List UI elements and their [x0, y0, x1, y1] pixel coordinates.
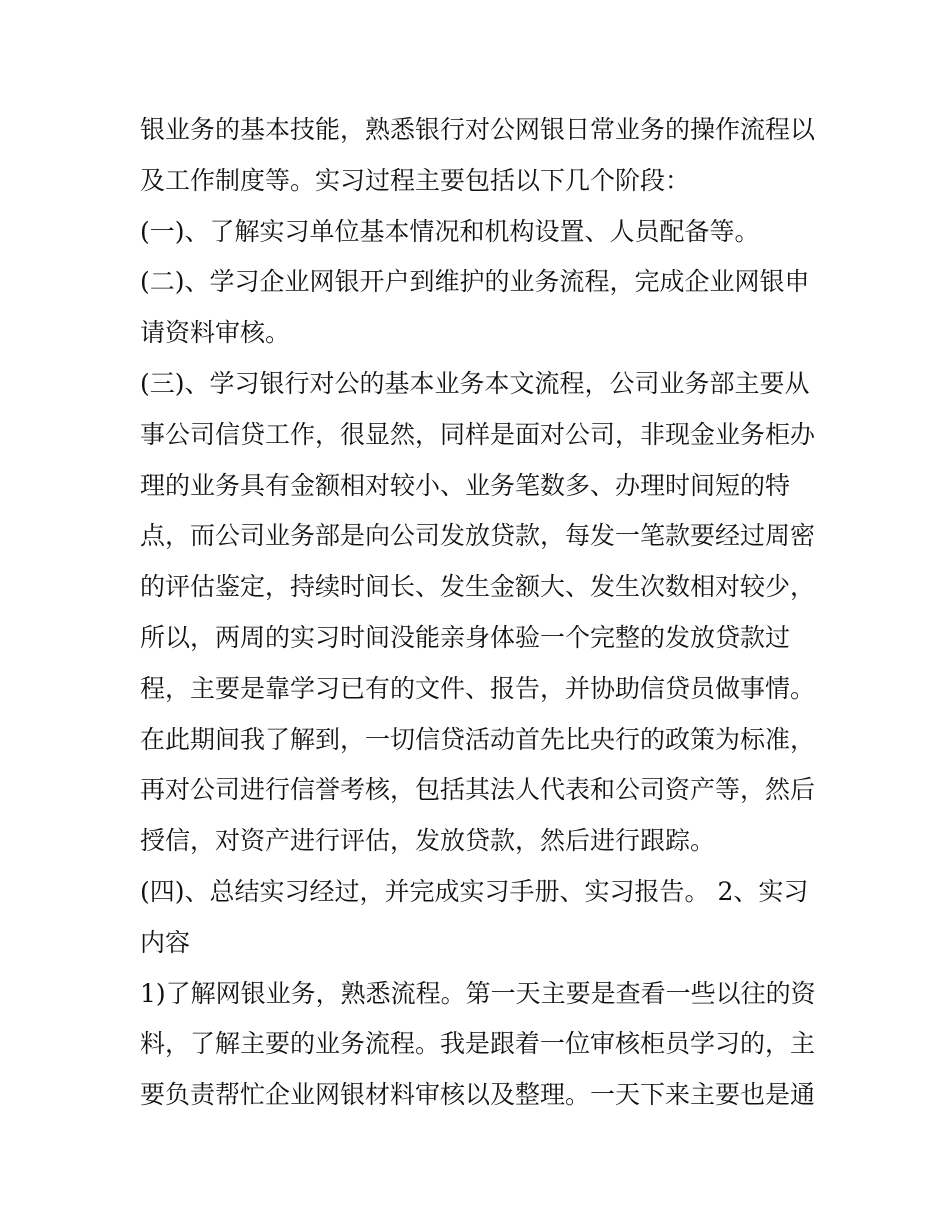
text-line: (二)、学习企业网银开户到维护的业务流程，完成企业网银申 [140, 267, 810, 297]
text-line: (四)、总结实习经过，并完成实习手册、实习报告。 2、实习 [140, 876, 809, 906]
text-line: 内容 [140, 927, 191, 957]
text-line: (一)、了解实习单位基本情况和机构设置、人员配备等。 [140, 216, 760, 246]
text-line: 在此期间我了解到，一切信贷活动首先比央行的政策为标准， [140, 724, 816, 754]
text-line: 及工作制度等。实习过程主要包括以下几个阶段： [140, 165, 691, 195]
text-line: 再对公司进行信誉考核，包括其法人代表和公司资产等，然后 [140, 775, 816, 805]
text-line: 所以，两周的实习时间没能亲身体验一个完整的发放贷款过 [140, 622, 791, 652]
text-line: 请资料审核。 [140, 318, 291, 348]
text-line: 理的业务具有金额相对较小、业务笔数多、办理时间短的特 [140, 470, 791, 500]
text-line: (三)、学习银行对公的基本业务本文流程，公司业务部主要从 [140, 368, 810, 398]
text-line: 点，而公司业务部是向公司发放贷款，每发一笔款要经过周密 [140, 521, 816, 551]
text-line: 1)了解网银业务，熟悉流程。第一天主要是查看一些以往的资 [140, 978, 816, 1008]
text-line: 要负责帮忙企业网银材料审核以及整理。一天下来主要也是通 [140, 1080, 816, 1110]
text-line: 银业务的基本技能，熟悉银行对公网银日常业务的操作流程以 [140, 115, 816, 144]
text-line: 料，了解主要的业务流程。我是跟着一位审核柜员学习的，主 [140, 1029, 816, 1059]
text-line: 授信，对资产进行评估，发放贷款，然后进行跟踪。 [140, 826, 716, 856]
text-line: 事公司信贷工作，很显然，同样是面对公司，非现金业务柜办 [140, 419, 816, 449]
text-line: 程，主要是靠学习已有的文件、报告，并协助信贷员做事情。 [140, 673, 816, 703]
body-text [140, 105, 820, 1121]
text-line: 的评估鉴定，持续时间长、发生金额大、发生次数相对较少， [140, 572, 816, 602]
